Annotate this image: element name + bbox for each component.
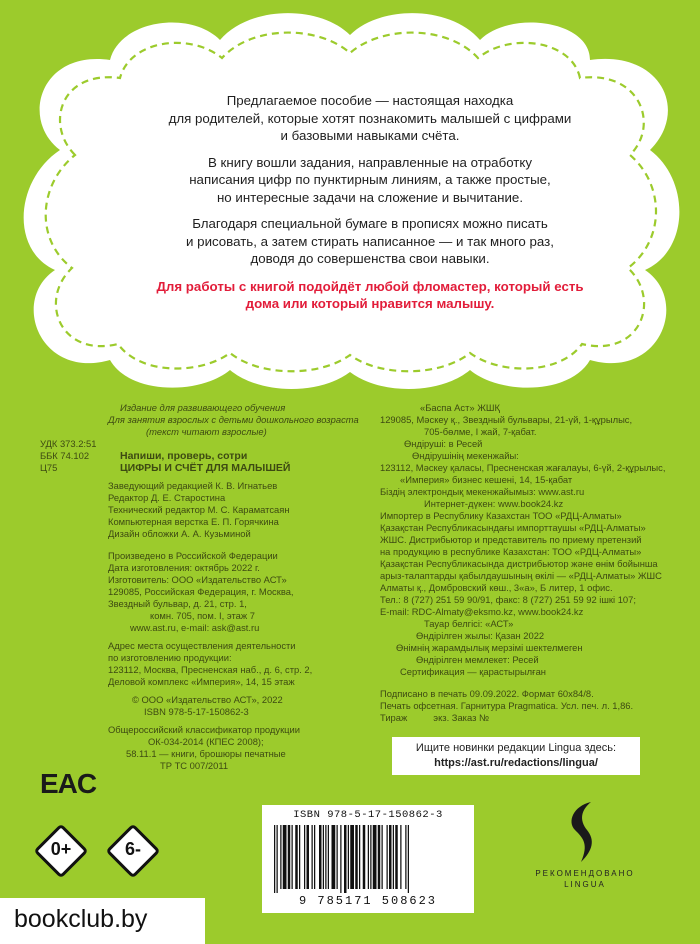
barcode-bar — [405, 825, 406, 889]
barcode-bar — [288, 825, 291, 889]
print-line: Тираж экз. Заказ № — [380, 712, 490, 723]
barcode-bar — [350, 825, 354, 889]
text-line: и рисовать, а затем стирать написанное — и так много раз, — [186, 233, 554, 249]
text-line: для родителей, которые хотят познакомить малышей с цифрами — [168, 110, 572, 126]
barcode-bar — [373, 825, 377, 889]
barcode-bar — [355, 825, 358, 889]
barcode-bar — [280, 825, 281, 889]
kz-imprint-line: Өндіруші: в Ресей — [404, 438, 483, 449]
series-name: Напиши, проверь, сотри — [120, 450, 248, 462]
cloud-highlight — [110, 278, 630, 313]
lingua-link-box — [392, 737, 640, 775]
barcode-bar — [277, 825, 278, 893]
isbn-label: ISBN 978-5-17-150862-3 — [293, 809, 443, 821]
barcode-bar — [393, 825, 394, 889]
kz-imprint-line: E-mail: RDC-Almaty@eksmo.kz, www.book24.kz — [380, 606, 584, 617]
barcode-bar — [344, 825, 347, 893]
barcode-bar — [400, 825, 401, 889]
site-name[interactable]: bookclub.by — [14, 905, 148, 933]
barcode-bar — [304, 825, 305, 889]
print-info — [380, 688, 680, 724]
production-line: комн. 705, пом. I, этаж 7 — [150, 610, 255, 621]
barcode-bar — [359, 825, 360, 889]
barcode-bar — [323, 825, 324, 889]
kz-imprint-line: арыз-талаптарды қабылдаушының өкілі — «РДЦ-Алматы» ЖШС — [380, 570, 662, 581]
barcode-bar — [340, 825, 341, 893]
barcode-bar — [368, 825, 369, 889]
recommended-label — [520, 868, 650, 890]
bbk-line: ББК 74.102 — [40, 450, 90, 461]
staff-line: Технический редактор М. С. Караматсаян — [108, 504, 290, 515]
barcode-bar — [292, 825, 293, 889]
kz-imprint-line: Қазақстан Республикасындағы импорттаушы «РДЦ-Алматы» — [380, 522, 646, 533]
barcode-bar — [312, 825, 313, 889]
cloud-description — [110, 92, 630, 322]
kz-imprint-line: Біздің электрондық мекенжайымыз: www.ast.ru — [380, 486, 585, 497]
barcode-digits: 9 785171 508623 — [298, 894, 438, 908]
classifier-line: 58.11.1 — книги, брошюры печатные — [126, 748, 286, 759]
kz-imprint-line: 123112, Мәскеу қаласы, Пресненская жағалауы, 6-үй, 2-құрылыс, — [380, 462, 666, 473]
barcode-bar — [387, 825, 388, 889]
production-line: Звездный бульвар, д. 21, стр. 1, — [108, 598, 247, 609]
barcode-bar — [314, 825, 315, 889]
age-rating-0-badge — [33, 823, 89, 879]
kz-imprint-line: «Баспа Аст» ЖШҚ — [420, 402, 500, 413]
barcode-bar — [382, 825, 383, 889]
text-line: Предлагаемое пособие — настоящая находка — [226, 93, 514, 108]
production-line: Дата изготовления: октябрь 2022 г. — [108, 562, 260, 573]
barcode-bar — [337, 825, 338, 889]
lingua-caption: Ищите новинки редакции Lingua здесь: — [415, 742, 617, 754]
kz-imprint-line: Тел.: 8 (727) 251 59 90/91, факс: 8 (727) 251 59 92 ішкі 107; — [380, 594, 636, 605]
barcode-bar — [325, 825, 326, 889]
kz-imprint-line: Алматы қ., Домбровский көш., 3«а», Б литер, 1 офис. — [380, 582, 613, 593]
udk-block — [40, 438, 100, 474]
lingua-feather-logo — [553, 800, 613, 864]
barcode-bar — [283, 825, 287, 889]
isbn-line: ISBN 978-5-17-150862-3 — [144, 706, 249, 717]
production-line: 129085, Российская Федерация, г. Москва, — [108, 586, 294, 597]
barcode-bar — [348, 825, 349, 889]
classifier-line: ТР ТС 007/2011 — [160, 760, 229, 771]
kz-imprint-line: Өндірушінің мекенжайы: — [412, 450, 519, 461]
cloud-paragraph-2 — [110, 154, 630, 207]
staff-line: Дизайн обложки А. А. Кузьминой — [108, 528, 251, 539]
edition-note: Для занятия взрослых с детьми дошкольного возраста — [108, 414, 359, 425]
eac-mark: EAC — [40, 768, 97, 799]
kz-imprint-line: «Империя» бизнес кешені, 14, 15-қабат — [400, 474, 573, 485]
staff-line: Заведующий редакцией К. В. Игнатьев — [108, 480, 278, 491]
address-line: Деловой комплекс «Империя», 14, 15 этаж — [108, 676, 295, 687]
barcode-bar — [370, 825, 371, 889]
kz-imprint-line: 129085, Мәскеу қ., Звездный бульвары, 21-үй, 1-құрылыс, — [380, 414, 633, 425]
barcode-bar — [295, 825, 298, 889]
imprint-left — [108, 402, 359, 772]
barcode-bar — [274, 825, 275, 893]
cloud-paragraph-3 — [110, 215, 630, 268]
book-title: ЦИФРЫ И СЧЁТ ДЛЯ МАЛЫШЕЙ — [120, 462, 291, 474]
kz-imprint-line: 705-бөлме, I жай, 7-қабат. — [424, 426, 537, 437]
edition-note: (текст читают взрослые) — [146, 426, 267, 437]
kz-imprint-line: Импортер в Республику Казахстан ТОО «РДЦ-Алматы» — [380, 510, 622, 521]
age-rating-6-badge — [105, 823, 161, 879]
udk-line: УДК 373.2:51 — [40, 438, 97, 449]
production-line: www.ast.ru, e-mail: ask@ast.ru — [130, 622, 260, 633]
barcode-bar — [319, 825, 322, 889]
print-line: Печать офсетная. Гарнитура Pragmatica. Усл. печ. л. 1,86. — [380, 700, 634, 711]
imprint-right-kz — [380, 402, 680, 678]
barcode-bar — [363, 825, 366, 889]
author-code: Ц75 — [40, 462, 58, 473]
address-line: Адрес места осуществления деятельности — [108, 640, 296, 651]
kz-imprint-line: Өндірілген мемлекет: Ресей — [416, 654, 539, 665]
kz-imprint-line: ЖШС. Дистрибьютор и представитель по приему претензий — [380, 534, 642, 545]
classifier-line: ОК-034-2014 (КПЕС 2008); — [148, 736, 264, 747]
kz-imprint-line: Өнімнің жарамдылық мерзімі шектелмеген — [396, 642, 583, 653]
lingua-url[interactable]: https://ast.ru/redactions/lingua/ — [434, 757, 598, 769]
barcode — [262, 805, 474, 913]
kz-imprint-line: Сертификация — қарастырылған — [400, 666, 546, 677]
classifier-line: Общероссийский классификатор продукции — [108, 724, 301, 735]
print-line: Подписано в печать 09.09.2022. Формат 60x84/8. — [380, 688, 594, 699]
barcode-bar — [389, 825, 392, 889]
text-line: В книгу вошли задания, направленные на отработку — [207, 154, 533, 170]
kz-imprint-line: Интернет-дүкен: www.book24.kz — [424, 498, 564, 509]
kz-imprint-line: Өндірілген жылы: Қазан 2022 — [416, 630, 545, 641]
barcode-bar — [307, 825, 310, 889]
text-line: Для работы с книгой подойдёт любой фломастер, который есть — [156, 278, 584, 294]
text-line: доводя до совершенства свои навыки. — [250, 251, 490, 266]
production-line: Изготовитель: ООО «Издательство АСТ» — [108, 574, 287, 585]
barcode-bar — [299, 825, 300, 889]
barcode-bars — [274, 825, 462, 893]
staff-line: Компьютерная верстка Е. П. Горячкина — [108, 516, 279, 527]
barcode-bar — [378, 825, 381, 889]
staff-line: Редактор Д. Е. Старостина — [108, 492, 226, 503]
kz-imprint-line: Қазақстан Республикасында дистрибьютор және өнім бойынша — [380, 558, 658, 569]
text-line: и базовыми навыками счёта. — [280, 128, 460, 143]
address-line: 123112, Москва, Пресненская наб., д. 6, стр. 2, — [108, 664, 313, 675]
barcode-bar — [408, 825, 409, 893]
text-line: но интересные задачи на сложение и вычитание. — [216, 189, 524, 205]
recommended-line: РЕКОМЕНДОВАНО — [535, 869, 635, 878]
address-line: по изготовлению продукции: — [108, 652, 232, 663]
age-rating-6: 6- — [124, 839, 141, 859]
copyright-line: © ООО «Издательство АСТ», 2022 — [132, 694, 283, 705]
edition-note: Издание для развивающего обучения — [120, 402, 286, 413]
barcode-bar — [332, 825, 336, 889]
production-line: Произведено в Российской Федерации — [108, 550, 278, 561]
text-line: Благодаря специальной бумаге в прописях можно писать — [192, 216, 548, 231]
kz-imprint-line: Тауар белгісі: «АСТ» — [424, 618, 514, 629]
kz-imprint-line: на продукцию в республике Казахстан: ТОО «РДЦ-Алматы» — [380, 546, 642, 557]
barcode-bar — [395, 825, 398, 889]
text-line: написания цифр по пунктирным линиям, а также простые, — [189, 172, 551, 187]
text-line: дома или который нравится малышу. — [245, 296, 495, 311]
age-rating-0: 0+ — [50, 839, 72, 859]
site-watermark — [0, 898, 205, 944]
barcode-bar — [328, 825, 329, 889]
cloud-paragraph-1 — [110, 92, 630, 145]
recommended-brand: LINGUA — [564, 880, 606, 889]
